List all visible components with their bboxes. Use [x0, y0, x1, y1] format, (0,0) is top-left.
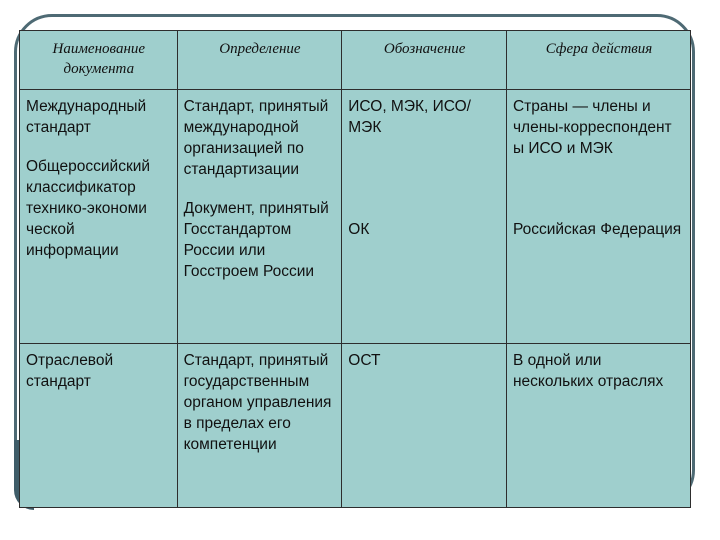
- cell-designation: ОК: [348, 220, 370, 238]
- cell-scope: В одной или нескольких отраслях: [506, 343, 690, 507]
- table-header-row: [20, 31, 691, 90]
- cell-definition: Стандарт, принятый международной организацией по стандартизации: [183, 97, 329, 178]
- header-designation: Обозначение: [342, 31, 507, 90]
- cell-spacer: [26, 138, 172, 156]
- cell-spacer: [348, 201, 501, 219]
- cell-designation: ОСТ: [342, 343, 507, 507]
- header-definition: Определение: [177, 31, 342, 90]
- cell-name: Международный стандарт: [26, 97, 147, 136]
- header-scope: Сфера действия: [506, 31, 690, 90]
- cell-name-group: [20, 89, 178, 343]
- cell-scope: Российская Федерация: [512, 220, 682, 238]
- table-row: [20, 89, 691, 343]
- cell-spacer: [184, 180, 337, 198]
- cell-scope-group: [506, 89, 690, 343]
- cell-definition: Стандарт, принятый государственным органом управления в пределах его компетенции: [177, 343, 342, 507]
- table-row: [20, 343, 691, 507]
- cell-name: Общероссийский классификатор технико-экономи ческой информации: [26, 157, 151, 259]
- cell-definition-group: [177, 89, 342, 343]
- cell-scope: Страны — члены и члены-корреспондент ы ИСО и МЭК: [512, 97, 672, 157]
- cell-definition: Документ, принятый Госстандартом России или Госстроем России: [183, 199, 329, 280]
- standards-table: [19, 30, 691, 508]
- cell-designation-group: [342, 89, 507, 343]
- cell-designation: ИСО, МЭК, ИСО/МЭК: [348, 97, 471, 136]
- cell-name: Отраслевой стандарт: [20, 343, 178, 507]
- cell-spacer: [513, 201, 685, 219]
- header-name: Наименование документа: [20, 31, 178, 90]
